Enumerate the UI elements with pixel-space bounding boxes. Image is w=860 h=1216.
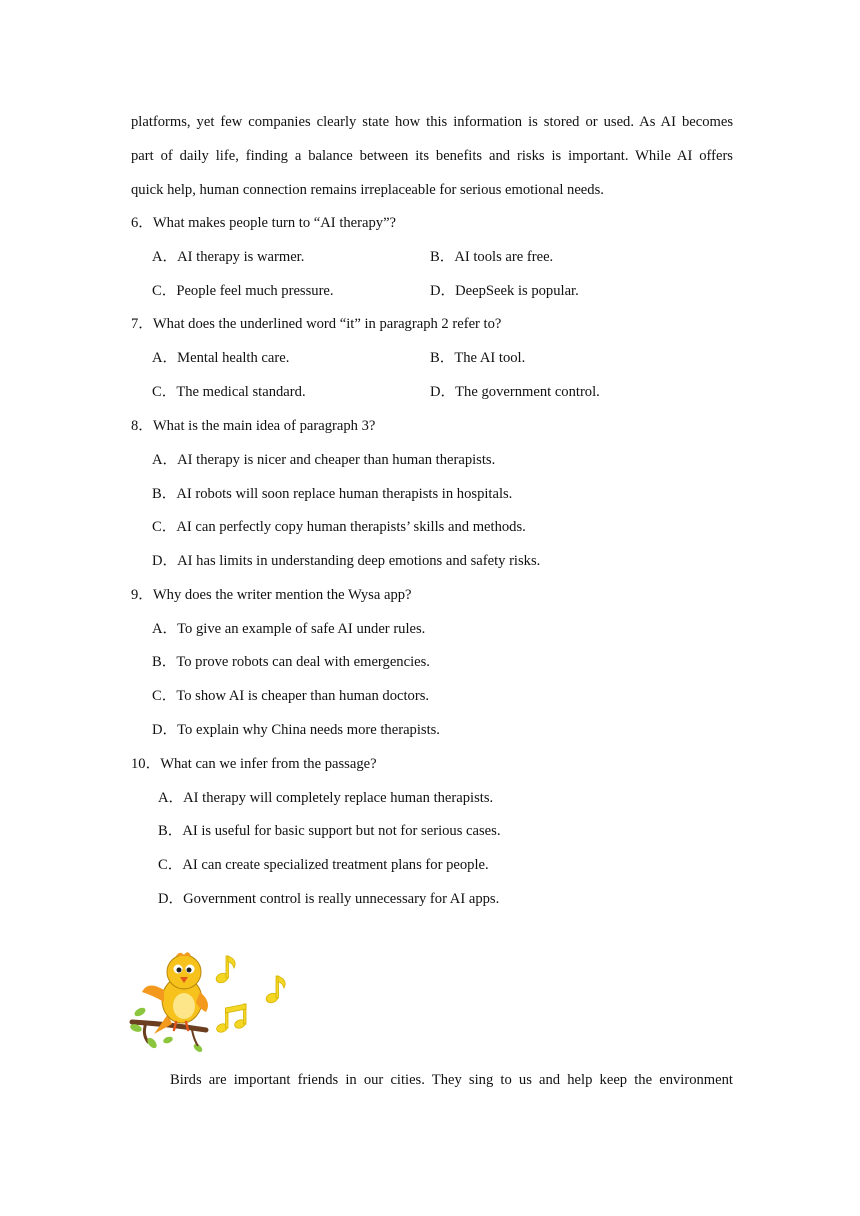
question-number: 7． — [131, 316, 153, 332]
option-7c: C．The medical standard. — [152, 384, 306, 400]
passage-line-1: platforms, yet few companies clearly state how this information is stored or used. As AI becomes — [131, 114, 733, 130]
question-text: What makes people turn to “AI therapy”? — [152, 215, 397, 231]
question-number: 6． — [131, 215, 153, 231]
option-6d: D．DeepSeek is popular. — [430, 283, 579, 299]
next-passage-line-1: Birds are important friends in our cities. They sing to us and help keep the environment — [170, 1072, 733, 1088]
option-9c: C．To show AI is cheaper than human doctors. — [152, 688, 430, 704]
question-text: Why does the writer mention the Wysa app? — [152, 587, 412, 603]
option-6a: A．AI therapy is warmer. — [152, 249, 305, 265]
option-7d: D．The government control. — [430, 384, 600, 400]
question-text: What can we infer from the passage? — [160, 756, 377, 772]
option-8b: B．AI robots will soon replace human therapists in hospitals. — [152, 486, 513, 502]
question-9 — [131, 585, 412, 605]
option-8d: D．AI has limits in understanding deep emotions and safety risks. — [152, 553, 541, 569]
option-8c: C．AI can perfectly copy human therapists’ skills and methods. — [152, 519, 526, 535]
question-7 — [131, 314, 501, 334]
question-text: What is the main idea of paragraph 3? — [152, 418, 376, 434]
option-6c: C．People feel much pressure. — [152, 283, 334, 299]
option-7a: A．Mental health care. — [152, 350, 290, 366]
option-10d: D．Government control is really unnecessary for AI apps. — [158, 891, 500, 907]
singing-bird-icon — [128, 950, 298, 1060]
question-number: 8． — [131, 418, 153, 434]
passage-line-2: part of daily life, finding a balance between its benefits and risks is important. While AI offers — [131, 148, 733, 164]
option-9d: D．To explain why China needs more therapists. — [152, 722, 440, 738]
option-10b: B．AI is useful for basic support but not for serious cases. — [158, 823, 501, 839]
option-7b: B．The AI tool. — [430, 350, 526, 366]
question-number: 10． — [131, 756, 161, 772]
question-number: 9． — [131, 587, 153, 603]
option-8a: A．AI therapy is nicer and cheaper than human therapists. — [152, 452, 496, 468]
question-10 — [131, 754, 377, 774]
question-text: What does the underlined word “it” in paragraph 2 refer to? — [152, 316, 502, 332]
option-9b: B．To prove robots can deal with emergencies. — [152, 654, 430, 670]
option-9a: A．To give an example of safe AI under rules. — [152, 621, 426, 637]
question-6 — [131, 213, 396, 233]
option-10a: A．AI therapy will completely replace human therapists. — [158, 790, 494, 806]
question-8 — [131, 416, 375, 436]
option-6b: B．AI tools are free. — [430, 249, 554, 265]
option-10c: C．AI can create specialized treatment plans for people. — [158, 857, 489, 873]
passage-line-3: quick help, human connection remains irreplaceable for serious emotional needs. — [131, 182, 604, 198]
